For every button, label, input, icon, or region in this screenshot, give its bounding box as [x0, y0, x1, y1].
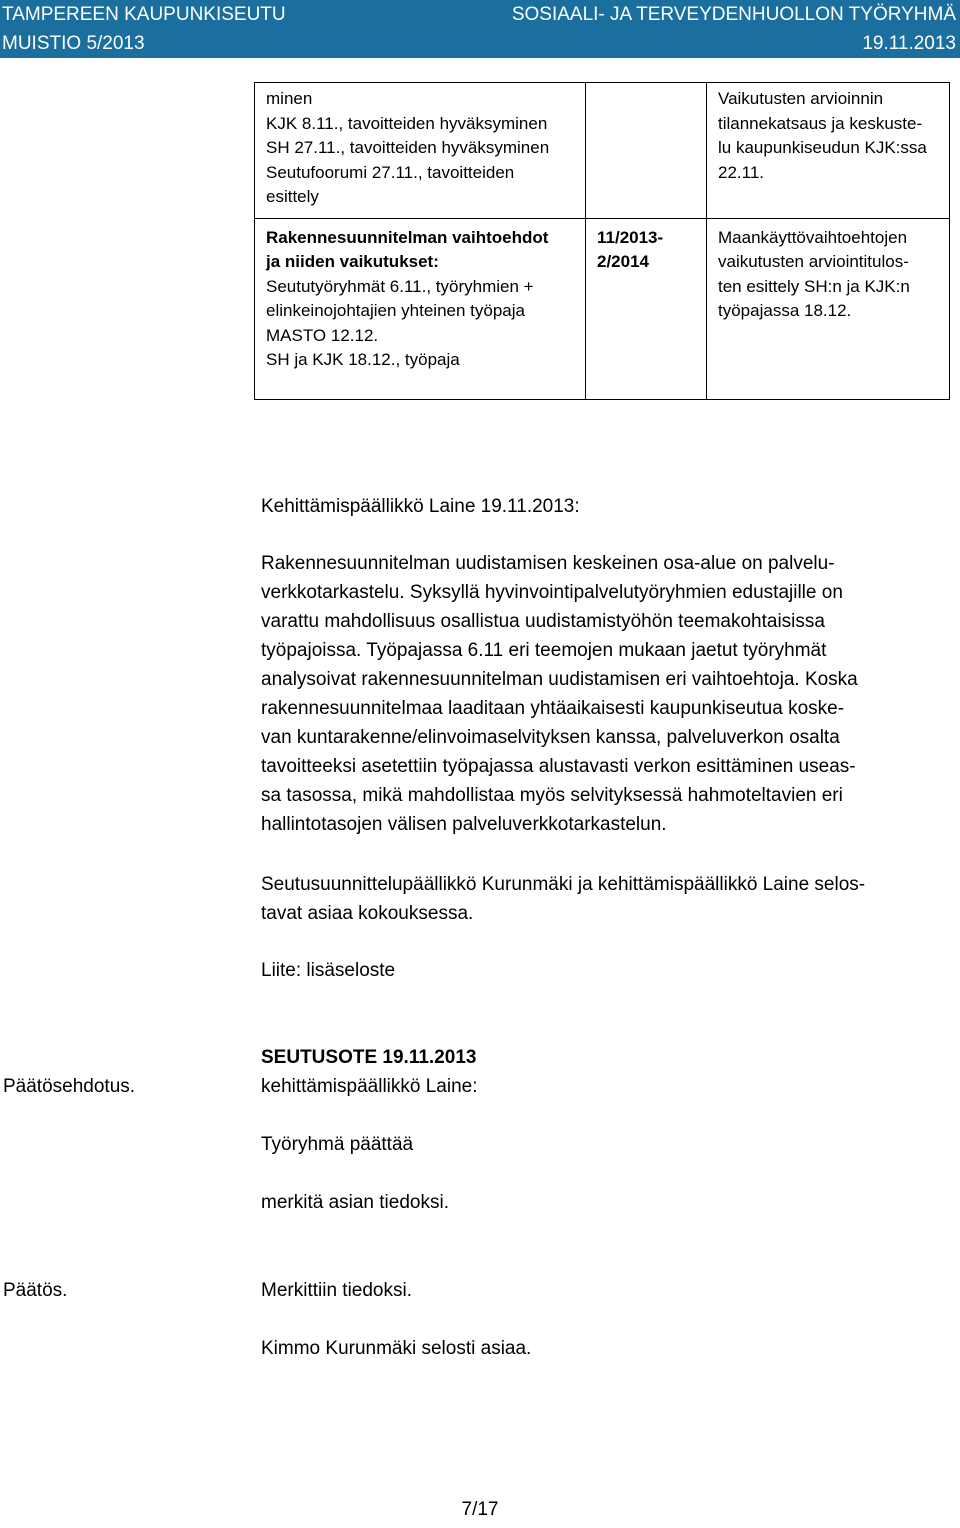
- cell-line: Maankäyttövaihtoehtojen: [718, 227, 908, 247]
- cell-line: SH ja KJK 18.12., työpaja: [266, 350, 460, 369]
- paragraph-line: verkkotarkastelu. Syksyllä hyvinvointipalvelutyöryhmien edustajille on: [261, 582, 843, 603]
- proposal-label: Päätösehdotus.: [3, 1076, 136, 1097]
- table-cell-period: [586, 218, 707, 399]
- header-org: TAMPEREEN KAUPUNKISEUTU: [2, 4, 286, 25]
- cell-heading-line: ja niiden vaikutukset:: [266, 252, 439, 271]
- cell-line: 11/2013-: [597, 227, 664, 247]
- proposal-text: merkitä asian tiedoksi.: [261, 1192, 449, 1213]
- proposal-presenter: kehittämispäällikkö Laine:: [261, 1076, 478, 1097]
- body-paragraph: [261, 870, 951, 928]
- cell-heading-line: Rakennesuunnitelman vaihtoehdot: [266, 227, 549, 247]
- paragraph-line: analysoivat rakennesuunnitelman uudistamisen eri vaihtoehtoja. Koska: [261, 669, 858, 690]
- paragraph-line: varattu mahdollisuus osallistua uudistamistyöhön teemakohtaisissa: [261, 611, 825, 632]
- cell-line: Seutufoorumi 27.11., tavoitteiden: [266, 162, 515, 182]
- page-number: 7/17: [461, 1499, 499, 1520]
- decision-text: Merkittiin tiedoksi.: [261, 1280, 412, 1301]
- cell-line: ten esittely SH:n ja KJK:n: [718, 276, 910, 296]
- cell-line: SH 27.11., tavoitteiden hyväksyminen: [266, 138, 550, 157]
- table-cell-task: [255, 218, 586, 399]
- cell-line: MASTO 12.12.: [266, 325, 379, 345]
- paragraph-line: rakennesuunnitelmaa laaditaan yhtäaikaisesti kaupunkiseutua koske-: [261, 698, 845, 719]
- decision-text: Kimmo Kurunmäki selosti asiaa.: [261, 1338, 532, 1359]
- header-date: 19.11.2013: [862, 33, 956, 54]
- table-cell-period: [586, 83, 707, 219]
- proposal-title: SEUTUSOTE 19.11.2013: [261, 1047, 477, 1068]
- proposal-text: Työryhmä päättää: [261, 1134, 414, 1155]
- table-row: [255, 218, 950, 399]
- paragraph-line: Seutusuunnittelupäällikkö Kurunmäki ja kehittämispäällikkö Laine selos-: [261, 874, 866, 895]
- cell-line: Seututyöryhmät 6.11., työryhmien +: [266, 276, 534, 296]
- schedule-table: [254, 82, 950, 400]
- header-unit: SOSIAALI- JA TERVEYDENHUOLLON TYÖRYHMÄ: [511, 4, 956, 25]
- paragraph-line: Rakennesuunnitelman uudistamisen keskeinen osa-alue on palvelu-: [261, 553, 835, 574]
- table-row: [255, 83, 950, 219]
- paragraph-line: van kuntarakenne/elinvoimaselvityksen kanssa, palveluverkon osalta: [261, 727, 840, 748]
- table-cell-result: [707, 83, 950, 219]
- paragraph-line: tavat asiaa kokouksessa.: [261, 903, 474, 924]
- cell-line: esittely: [266, 187, 319, 206]
- cell-line: tilannekatsaus ja keskuste-: [718, 113, 923, 133]
- cell-line: 22.11.: [718, 162, 765, 182]
- paragraph-line: tavoitteeksi asetettiin työpajassa alustavasti verkon esittäminen useas-: [261, 756, 856, 777]
- header-memo-number: MUISTIO 5/2013: [2, 33, 145, 54]
- page-header: [0, 0, 960, 58]
- cell-line: lu kaupunkiseudun KJK:ssa: [718, 138, 927, 157]
- paragraph-line: hallintotasojen välisen palveluverkkotarkastelun.: [261, 814, 667, 835]
- body-paragraph: [261, 549, 951, 839]
- cell-line: minen: [266, 89, 313, 108]
- cell-line: työpajassa 18.12.: [718, 301, 852, 320]
- cell-line: vaikutusten arviointitulos-: [718, 252, 909, 271]
- decision-label: Päätös.: [3, 1280, 68, 1301]
- cell-line: KJK 8.11., tavoitteiden hyväksyminen: [266, 113, 548, 133]
- section-heading: Kehittämispäällikkö Laine 19.11.2013:: [261, 496, 580, 517]
- paragraph-line: työpajoissa. Työpajassa 6.11 eri teemojen mukaan jaetut työryhmät: [261, 640, 827, 661]
- table-cell-result: [707, 218, 950, 399]
- cell-line: 2/2014: [597, 252, 649, 271]
- paragraph-line: sa tasossa, mikä mahdollistaa myös selvityksessä hahmoteltavien eri: [261, 785, 843, 806]
- table-cell-task: [255, 83, 586, 219]
- cell-line: Vaikutusten arvioinnin: [718, 89, 884, 108]
- cell-line: elinkeinojohtajien yhteinen työpaja: [266, 301, 525, 320]
- attachment-note: Liite: lisäseloste: [261, 960, 396, 981]
